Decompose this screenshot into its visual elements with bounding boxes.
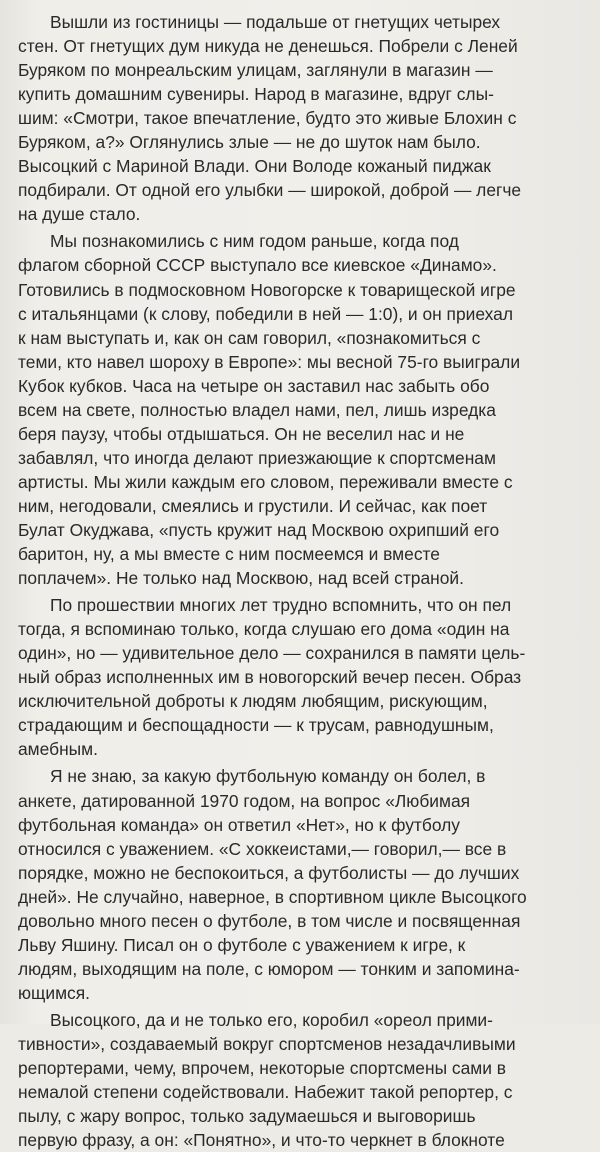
text-line: порядке, можно не беспокоиться, а футболисты — до лучших xyxy=(18,862,520,883)
text-line: немалой степени содействовали. Набежит такой репортер, с xyxy=(18,1082,513,1103)
text-line: на душе стало. xyxy=(18,204,141,225)
text-line: репортерами, чему, впрочем, некоторые спортсмены сами в xyxy=(18,1058,507,1079)
text-line: дней». Не случайно, наверное, в спортивном цикле Высоцкого xyxy=(18,886,527,907)
text-line: артисты. Мы жили каждым его словом, переживали вместе с xyxy=(18,471,513,492)
text-line: с итальянцами (к слову, победили в ней — 1:0), и он приехал xyxy=(18,303,513,324)
paragraph-2 xyxy=(18,229,594,590)
text-line: страдающим и беспощадности — к трусам, равнодушным, xyxy=(18,715,494,736)
text-line: тогда, я вспоминаю только, когда слушаю его дома «один на xyxy=(18,619,510,640)
text-line: всем на свете, полностью владел нами, пел, лишь изредка xyxy=(18,399,496,420)
text-line: Мы познакомились с ним годом раньше, когда под xyxy=(50,231,459,252)
text-line: Булат Окуджава, «пусть кружит над Москвою охрипший его xyxy=(18,519,500,540)
text-line: Высоцкого, да и не только его, коробил «ореол прими- xyxy=(50,1009,493,1030)
text-line: ющимся. xyxy=(18,982,90,1003)
text-line: забавлял, что иногда делают приезжающие к спортсменам xyxy=(18,447,496,468)
text-line: беря паузу, чтобы отдышаться. Он не веселил нас и не xyxy=(18,423,465,444)
text-line: Буряком, а?» Оглянулись злые — не до шуток нам было. xyxy=(18,132,481,153)
text-line: Я не знаю, за какую футбольную команду он болел, в xyxy=(50,766,486,787)
text-line: подбирали. От одной его улыбки — широкой, доброй — легче xyxy=(18,180,522,201)
text-line: По прошествии многих лет трудно вспомнить, что он пел xyxy=(50,595,512,616)
text-line: ним, негодовали, смеялись и грустили. И сейчас, как поет xyxy=(18,495,488,516)
text-line: пылу, с жару вопрос, только задумаешься и выговоришь xyxy=(18,1106,476,1127)
text-line: анкете, датированной 1970 годом, на вопрос «Любимая xyxy=(18,790,471,811)
text-line: к нам выступать и, как он сам говорил, «познакомиться с xyxy=(18,327,481,348)
text-line: купить домашним сувениры. Народ в магазине, вдруг слы- xyxy=(18,84,494,105)
text-line: Льву Яшину. Писал он о футболе с уважением к игре, к xyxy=(18,934,466,955)
text-line: Готовились в подмосковном Новогорске к товарищеской игре xyxy=(18,279,516,300)
text-line: поплачем». Не только над Москвою, над всей страной. xyxy=(18,568,464,589)
text-line: один», но — удивительное дело — сохранился в памяти цель- xyxy=(18,643,526,664)
text-line: людям, выходящим на поле, с юмором — тонким и запомина- xyxy=(18,958,520,979)
text-line: футбольная команда» он ответил «Нет», но к футболу xyxy=(18,814,460,835)
text-line: тивности», создаваемый вокруг спортсменов незадачливыми xyxy=(18,1033,516,1054)
text-line: баритон, ну, а мы вместе с ним посмеемся и вместе xyxy=(18,544,440,565)
text-line: теми, кто навел шороху в Европе»: мы весной 75-го выиграли xyxy=(18,351,521,372)
text-line: стен. От гнетущих дум никуда не денешься. Побрели с Леней xyxy=(18,36,518,57)
text-line: флагом сборной СССР выступало все киевское «Динамо». xyxy=(18,255,497,276)
text-line: первую фразу, а он: «Понятно», и что-то черкнет в блокноте xyxy=(18,1130,505,1151)
paragraph-3 xyxy=(18,593,594,761)
text-line: исключительной доброты к людям любящим, рискующим, xyxy=(18,691,488,712)
paragraph-1 xyxy=(18,10,594,226)
paragraph-4 xyxy=(18,764,594,1004)
text-line: относился с уважением. «С хоккеистами,— говорил,— все в xyxy=(18,838,507,859)
text-line: Буряком по монреальским улицам, заглянули в магазин — xyxy=(18,60,493,81)
text-line: Высоцкий с Мариной Влади. Они Володе кожаный пиджак xyxy=(18,156,491,177)
text-line: амебным. xyxy=(18,739,98,760)
text-line: Кубок кубков. Часа на четыре он заставил нас забыть обо xyxy=(18,375,490,396)
text-line: ный образ исполненных им в новогорский вечер песен. Образ xyxy=(18,667,522,688)
text-line: шим: «Смотри, такое впечатление, будто это живые Блохин с xyxy=(18,108,517,129)
text-line: довольно много песен о футболе, в том числе и посвященная xyxy=(18,910,521,931)
paragraph-5 xyxy=(18,1008,594,1152)
text-line: Вышли из гостиницы — подальше от гнетущих четырех xyxy=(50,12,501,32)
